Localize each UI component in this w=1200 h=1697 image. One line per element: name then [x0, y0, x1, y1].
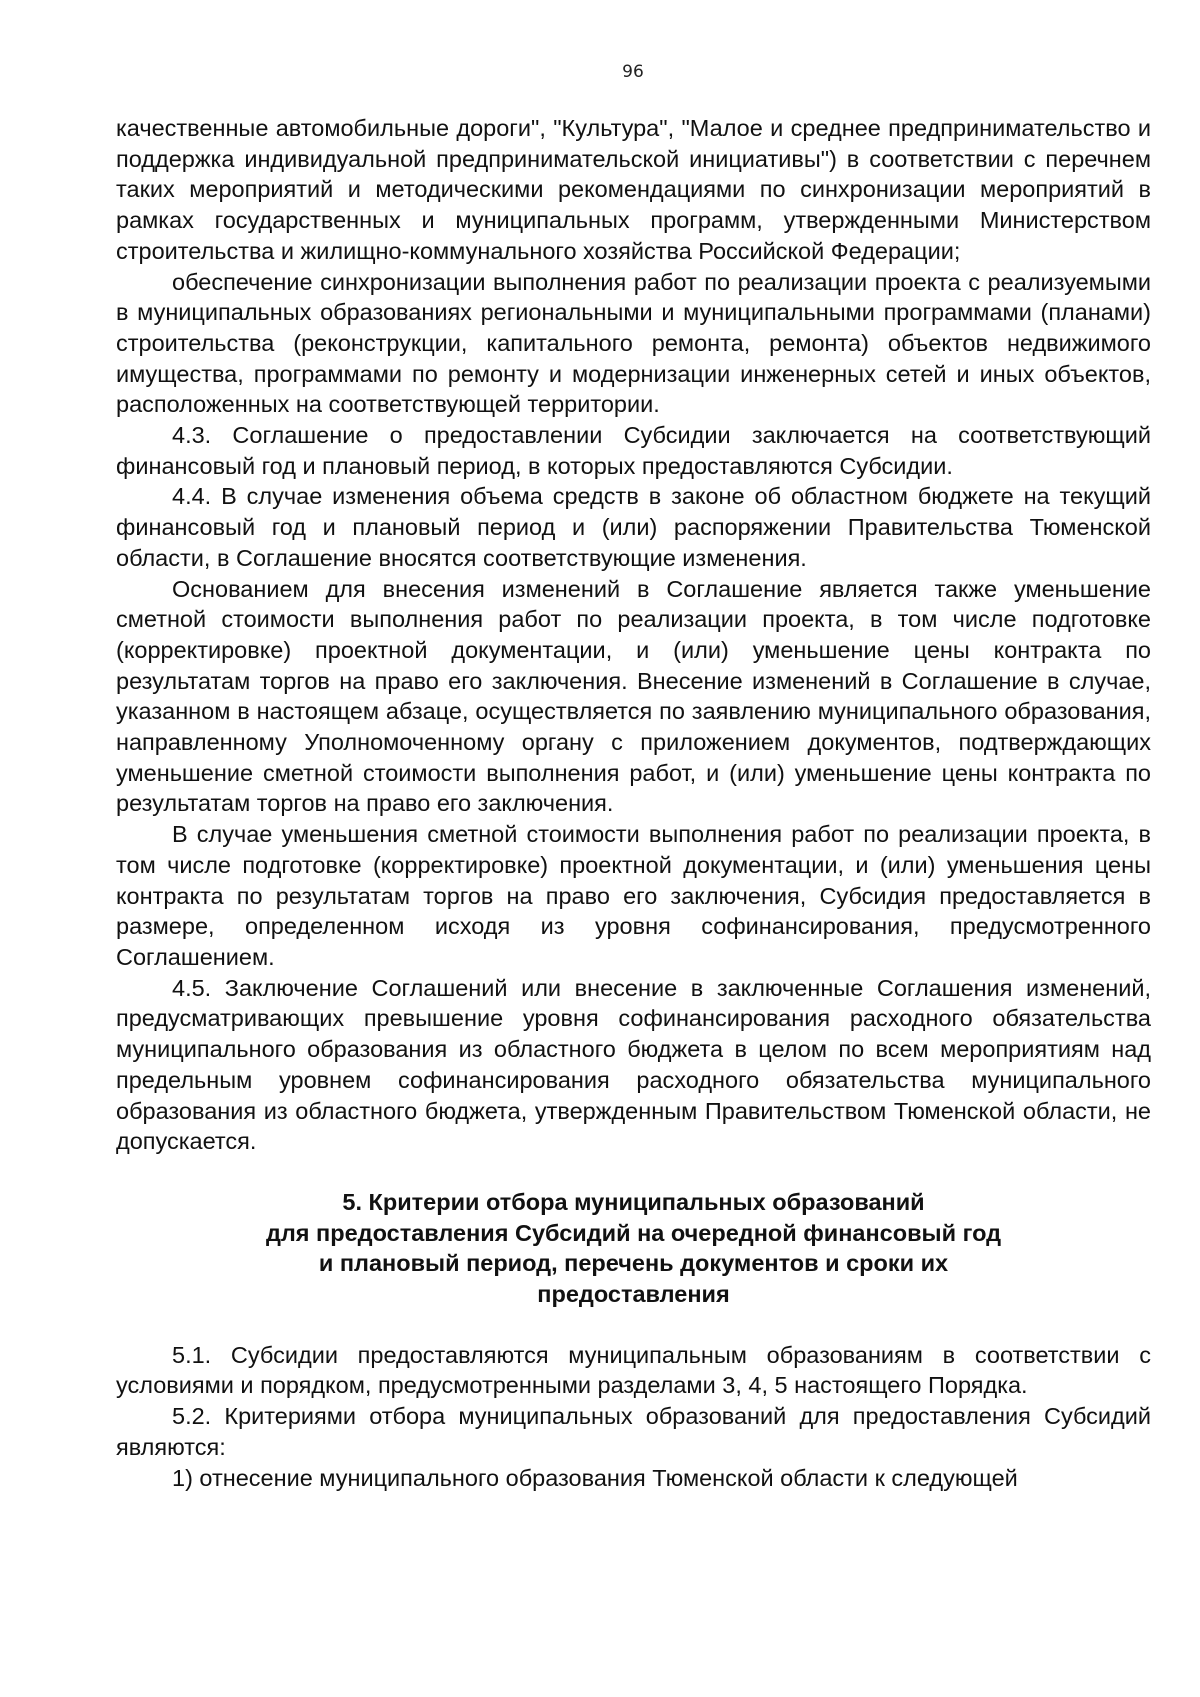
- document-body: [116, 113, 1151, 1493]
- section-heading-line: предоставления: [537, 1281, 730, 1308]
- page-number: 96: [622, 62, 644, 82]
- section-5-heading: [116, 1187, 1151, 1310]
- paragraph-synchronization: обеспечение синхронизации выполнения работ по реализации проекта с реализуемыми в муниципальных образованиях региональными и муниципальными программами (планами) строительства (реконструкции, капитального ремонта, ремонта) объектов недвижимого имущества, программами по ремонту и модернизации инженерных сетей и иных объектов, расположенных на соответствующей территории.: [116, 268, 1151, 418]
- paragraph-grounds-for-changes: Основанием для внесения изменений в Соглашение является также уменьшение сметной стоимости выполнения работ по реализации проекта, в том числе подготовке (корректировке) проектной документации, и (или) уменьшение цены контракта по результатам торгов на право его заключения. Внесение изменений в Соглашение в случае, указанном в настоящем абзаце, осуществляется по заявлению муниципального образования, направленному Уполномоченному органу с приложением документов, подтверждающих уменьшение сметной стоимости выполнения работ, и (или) уменьшение цены контракта по результатам торгов на право его заключения.: [116, 575, 1151, 817]
- paragraph-4-4: 4.4. В случае изменения объема средств в законе об областном бюджете на текущий финансовый год и плановый период и (или) распоряжении Правительства Тюменской области, в Соглашение вносятся соответствующие изменения.: [116, 483, 1151, 571]
- section-heading-line: и плановый период, перечень документов и сроки их: [318, 1250, 949, 1277]
- paragraph-continuation: качественные автомобильные дороги", "Культура", "Малое и среднее предпринимательство и поддержка индивидуальной предпринимательской инициативы") в соответствии с перечнем таких мероприятий и методическими рекомендациями по синхронизации мероприятий в рамках государственных и муниципальных программ, утвержденными Министерством строительства и жилищно-коммунального хозяйства Российской Федерации;: [116, 115, 1151, 264]
- paragraph-criterion-1: 1) отнесение муниципального образования Тюменской области к следующей: [172, 1464, 1018, 1491]
- paragraph-5-1: 5.1. Субсидии предоставляются муниципальным образованиям в соответствии с условиями и порядком, предусмотренными разделами 3, 4, 5 настоящего Порядка.: [116, 1341, 1151, 1399]
- section-heading-line: для предоставления Субсидий на очередной финансовый год: [265, 1219, 1002, 1246]
- paragraph-4-5: 4.5. Заключение Соглашений или внесение в заключенные Соглашения изменений, предусматривающих превышение уровня софинансирования расходного обязательства муниципального образования из областного бюджета в целом по всем мероприятиям над предельным уровнем софинансирования расходного обязательства муниципального образования из областного бюджета, утвержденным Правительством Тюменской области, не допускается.: [116, 974, 1151, 1155]
- paragraph-cost-reduction: В случае уменьшения сметной стоимости выполнения работ по реализации проекта, в том числе подготовке (корректировке) проектной документации, и (или) уменьшения цены контракта по результатам торгов на право его заключения, Субсидия предоставляется в размере, определенном исходя из уровня софинансирования, предусмотренного Соглашением.: [116, 821, 1151, 970]
- paragraph-4-3: 4.3. Соглашение о предоставлении Субсидии заключается на соответствующий финансовый год и плановый период, в которых предоставляются Субсидии.: [116, 422, 1151, 479]
- paragraph-5-2: 5.2. Критериями отбора муниципальных образований для предоставления Субсидий являются:: [116, 1403, 1151, 1460]
- section-heading-line: 5. Критерии отбора муниципальных образований: [342, 1188, 925, 1215]
